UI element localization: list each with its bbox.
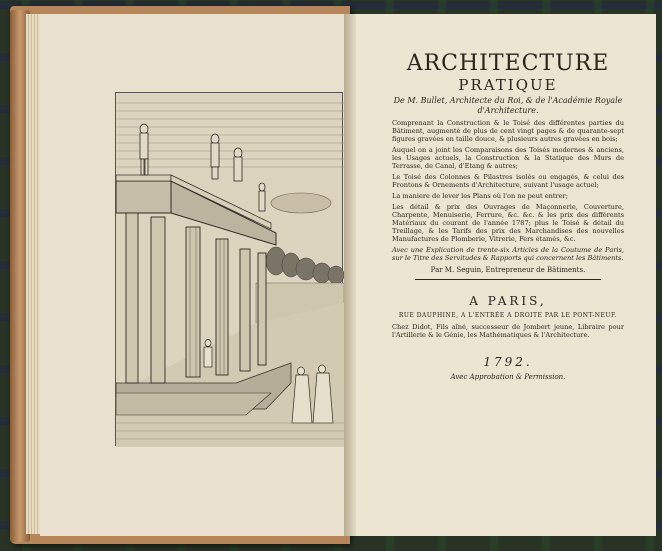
description-paragraph: Les détail & prix des Ouvrages de Maçonnerie, Couverture, Charpente, Menuiserie, Ferrure, &c. &c. & les prix des différents Matériaux du courant de l'année 1787; plus le Toisé & détail du Treillage, & les Tarifs des prix des Marchandises des nouvelles Manufactures de Plomberie, Vitrerie, Fers étamés, &c. [392, 203, 624, 243]
book-subtitle: PRATIQUE [458, 76, 558, 94]
coutume-paragraph: Avec une Explication de trente-six Articles de la Coutume de Paris, sur le Titre des Servitudes & Rapports qui concernent les Bâtiments. [392, 246, 624, 262]
frontispiece-illustration [116, 93, 344, 447]
by-line: Par M. Seguin, Entrepreneur de Bâtiments. [430, 266, 586, 274]
description-paragraph: Le Toisé des Colonnes & Pilastres isolés ou engagés, & celui des Frontons & Ornements d'Architecture, suivant l'usage actuel; [392, 173, 624, 189]
divider-rule [415, 279, 601, 280]
title-page [392, 52, 624, 381]
author-line: De M. Bullet, Architecte du Roi, & de l'Académie Royale d'Architecture. [393, 96, 623, 115]
approbation-line: Avec Approbation & Permission. [450, 373, 566, 381]
page-edges [26, 14, 40, 534]
imprint-city: A PARIS, [469, 294, 547, 308]
book-title: ARCHITECTURE [406, 51, 610, 76]
description-paragraph: Comprenant la Construction & le Toisé des différentes parties du Bâtiment, augmenté de plus de cent vingt pages & de quarante-sept figures gravées en taille douce, & plusieurs autres gravées en bois; [392, 119, 624, 143]
description-paragraph: Auquel on a joint les Comparaisons des Toisés modernes & anciens, les Usages actuels, la Construction & la Statique des Murs de Terrasse, de Canal, d'Etang & autres; [392, 146, 624, 170]
imprint-year: 1792. [483, 355, 533, 369]
imprint-printer: Chez Didot, Fils aîné, successeur de Jombert jeune, Libraire pour l'Artillerie & le Génie, les Mathématiques & l'Architecture. [392, 323, 624, 339]
imprint-address: RUE DAUPHINE, A L'ENTRÉE A DROITE PAR LE PONT-NEUF. [398, 312, 618, 319]
description-paragraph: La maniere de lever les Plans où l'on ne peut entrer; [392, 192, 568, 200]
engraved-frontispiece [115, 92, 343, 446]
